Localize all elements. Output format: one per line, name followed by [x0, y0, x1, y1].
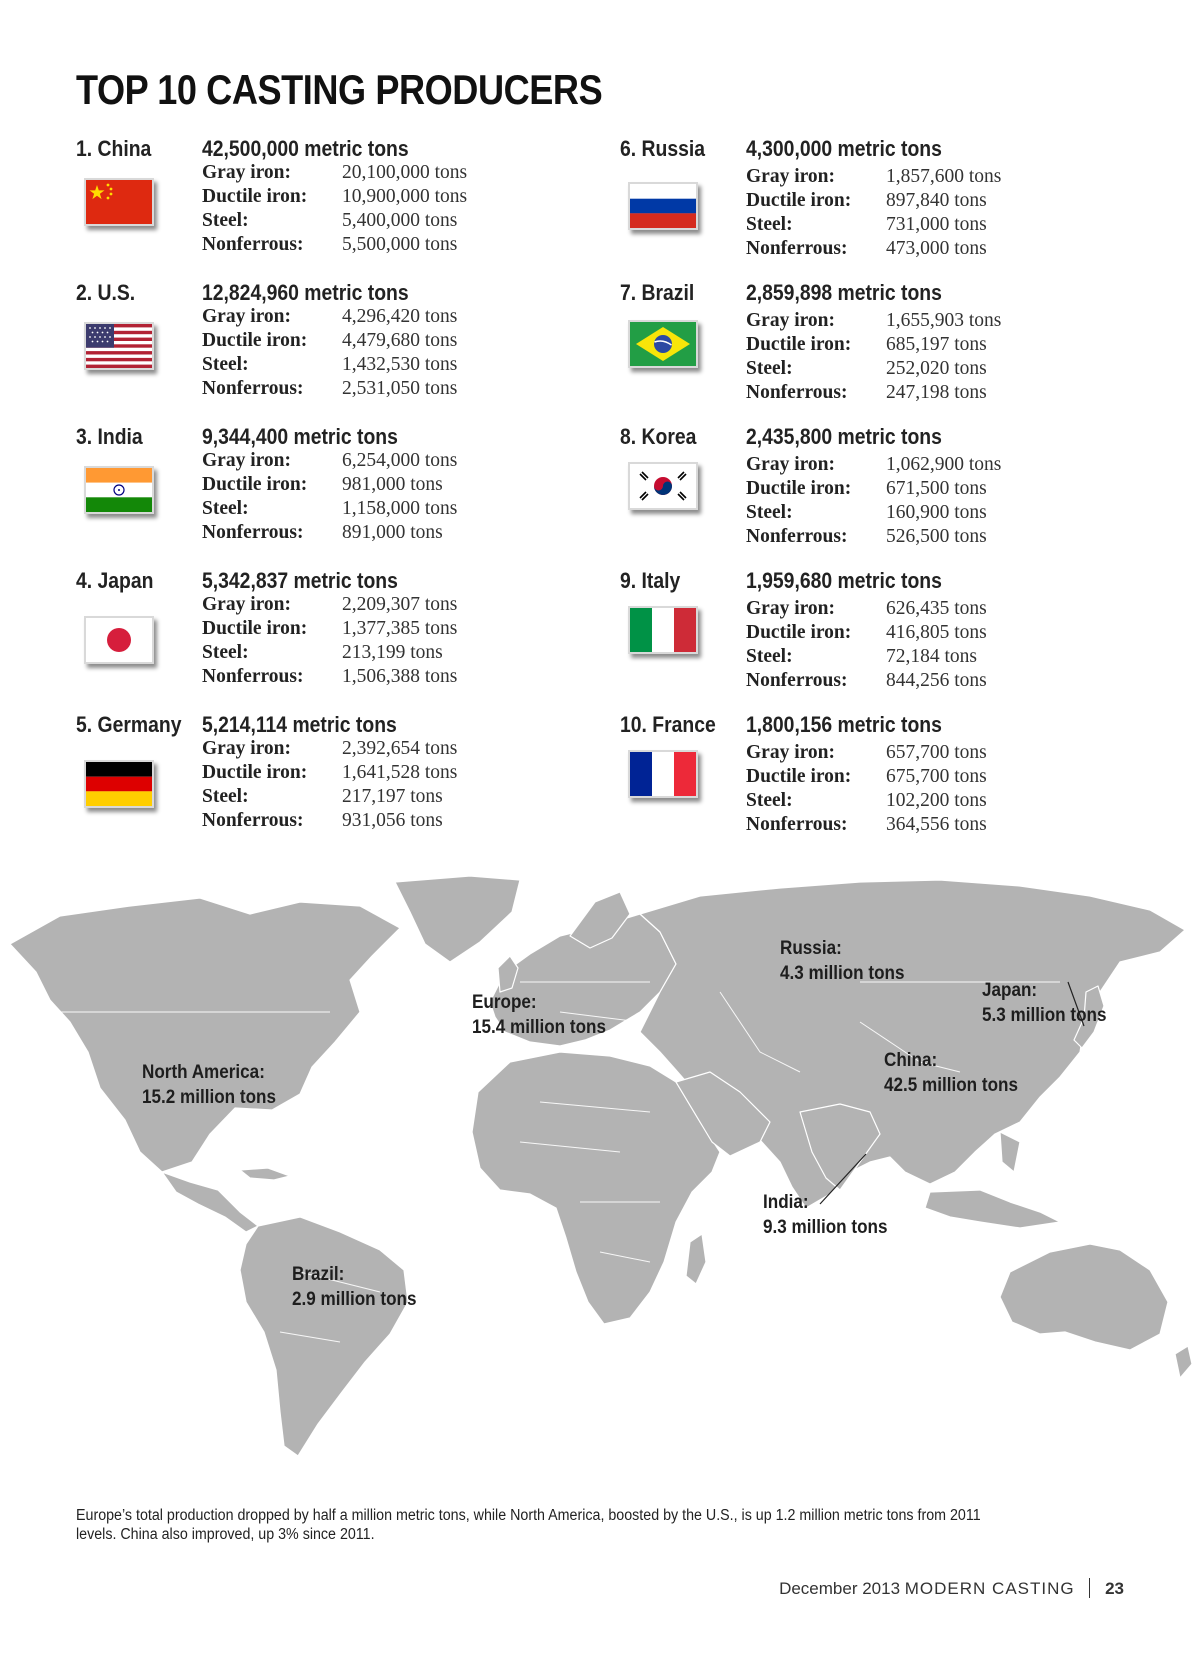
france-flag-icon [628, 750, 698, 798]
southeast-asia-islands [925, 1190, 1060, 1228]
indonesia-islands [1000, 1132, 1020, 1172]
madagascar-landmass [686, 1234, 706, 1284]
producer-total: 5,342,837 metric tons [202, 568, 398, 593]
brazil-flag-icon [628, 320, 698, 368]
japan-flag-icon [84, 616, 154, 664]
producer-total: 1,800,156 metric tons [746, 712, 942, 737]
magazine-name: MODERN CASTING [904, 1579, 1075, 1598]
producer-total: 5,214,114 metric tons [202, 712, 397, 737]
producer-rank: 2. U.S. [76, 280, 136, 305]
greenland-landmass [395, 876, 520, 962]
italy-flag-icon [628, 606, 698, 654]
asia-landmass [640, 880, 1185, 1208]
india-label: India: 9.3 million tons [763, 1192, 888, 1238]
brazil-label: Brazil: 2.9 million tons [292, 1264, 417, 1310]
producer-rank: 3. India [76, 424, 143, 449]
map-caption: Europe’s total production dropped by half a million metric tons, while North America, boosted by the U.S., is up 1.2 million metric tons from 2011 levels. China also improved, up 3% since 2011. [76, 1507, 981, 1543]
germany-flag-icon [84, 760, 154, 808]
page-number: 23 [1105, 1579, 1124, 1598]
world-map-icon [0, 872, 1200, 1472]
korea-flag-icon [628, 462, 698, 510]
producer-total: 1,959,680 metric tons [746, 568, 942, 593]
producer-total: 42,500,000 metric tons [202, 136, 409, 161]
issue-date: December 2013 [779, 1579, 901, 1598]
producer-rank: 9. Italy [620, 568, 681, 593]
producer-rank: 6. Russia [620, 136, 706, 161]
producer-total: 2,859,898 metric tons [746, 280, 942, 305]
producer-total: 9,344,400 metric tons [202, 424, 398, 449]
footer-divider [1089, 1578, 1090, 1598]
china-label: China: 42.5 million tons [884, 1050, 1018, 1096]
producer-rank: 1. China [76, 136, 152, 161]
russia-flag-icon [628, 182, 698, 230]
central-america-landmass [162, 1172, 258, 1232]
producer-rank: 10. France [620, 712, 716, 737]
india-flag-icon [84, 466, 154, 514]
caribbean-islands [240, 1168, 290, 1180]
us-flag-icon [84, 322, 154, 370]
north-america-label: North America: 15.2 million tons [142, 1062, 276, 1108]
page-title: TOP 10 CASTING PRODUCERS [76, 66, 603, 113]
north-america-landmass [10, 898, 400, 1172]
south-america-landmass [240, 1217, 408, 1456]
new-zealand-landmass [1175, 1346, 1192, 1378]
producer-rank: 7. Brazil [620, 280, 695, 305]
australia-landmass [1000, 1244, 1168, 1350]
japan-label: Japan: 5.3 million tons [982, 980, 1107, 1026]
producer-rank: 4. Japan [76, 568, 154, 593]
russia-label: Russia: 4.3 million tons [780, 938, 905, 984]
europe-label: Europe: 15.4 million tons [472, 992, 606, 1038]
world-map [0, 872, 1200, 1472]
producer-total: 2,435,800 metric tons [746, 424, 942, 449]
producer-total: 12,824,960 metric tons [202, 280, 409, 305]
china-flag-icon [84, 178, 154, 226]
producer-total: 4,300,000 metric tons [746, 136, 942, 161]
producer-rank: 8. Korea [620, 424, 697, 449]
page-footer [779, 1578, 1124, 1599]
producer-rank: 5. Germany [76, 712, 182, 737]
